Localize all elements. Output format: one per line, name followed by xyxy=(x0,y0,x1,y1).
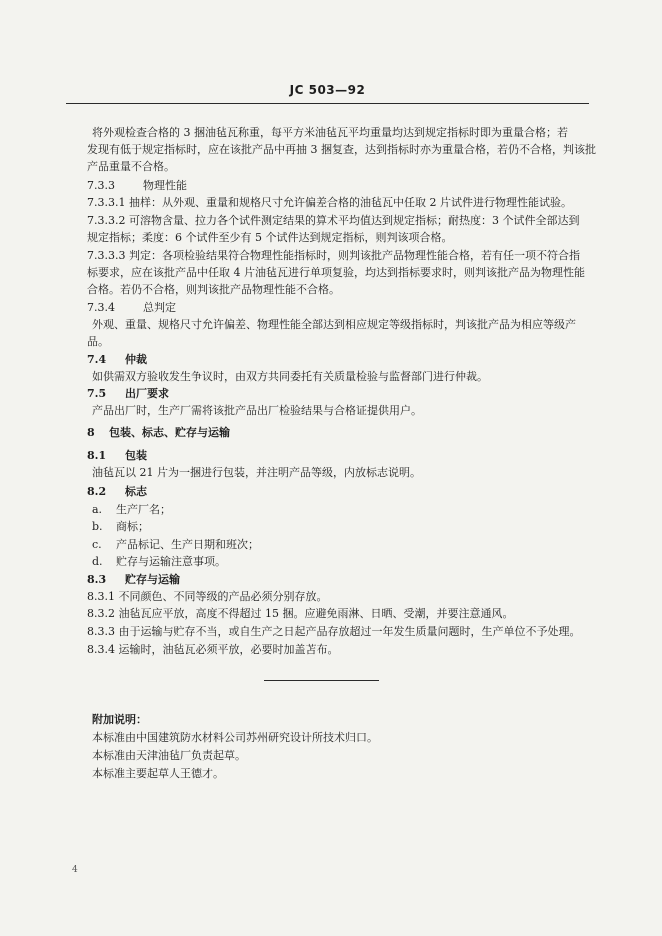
section-number: 8 xyxy=(87,426,95,439)
list-marker: c. xyxy=(92,538,102,551)
header-rule xyxy=(66,103,589,104)
section-heading-7-3-4 xyxy=(87,300,587,315)
section-number: 7.5 xyxy=(87,387,107,400)
list-item xyxy=(92,537,259,552)
section-number: 8.1 xyxy=(87,449,107,462)
paragraph-line: 将外观检查合格的 3 捆油毡瓦称重，每平方米油毡瓦平均重量均达到规定指标时即为重量合格；若 xyxy=(92,126,568,139)
clause-8-3-1: 8.3.1 不同颜色、不同等级的产品必须分别存放。 xyxy=(87,590,328,603)
section-title: 贮存与运输 xyxy=(125,573,180,586)
section-title: 仲裁 xyxy=(125,353,147,366)
note-line: 本标准主要起草人王德才。 xyxy=(92,767,224,780)
section-number: 8.3 xyxy=(87,573,107,586)
end-divider xyxy=(264,680,379,681)
paragraph-line: 品。 xyxy=(87,335,109,348)
section-title: 总判定 xyxy=(143,301,176,314)
section-title: 物理性能 xyxy=(143,179,187,192)
paragraph-line: 标要求，应在该批产品中任取 4 片油毡瓦进行单项复验，均达到指标要求时，则判该批产品为物理性能 xyxy=(87,266,585,279)
page-number: 4 xyxy=(72,865,78,875)
paragraph-line: 产品出厂时，生产厂需将该批产品出厂检验结果与合格证提供用户。 xyxy=(92,404,422,417)
section-number: 7.4 xyxy=(87,353,107,366)
clause-8-3-2: 8.3.2 油毡瓦应平放，高度不得超过 15 捆。应避免雨淋、日晒、受潮，并要注意通风。 xyxy=(87,607,514,620)
list-item xyxy=(92,502,171,517)
clause-7-3-3-1: 7.3.3.1 抽样：从外观、重量和规格尺寸允许偏差合格的油毡瓦中任取 2 片试件进行物理性能试验。 xyxy=(87,196,572,209)
section-heading-8-1 xyxy=(87,448,587,463)
paragraph-line: 产品重量不合格。 xyxy=(87,160,175,173)
clause-8-3-3: 8.3.3 由于运输与贮存不当，或自生产之日起产品存放超过一年发生质量问题时，生产单位不予处理。 xyxy=(87,625,581,638)
standard-code-header: JC 503—92 xyxy=(289,83,366,97)
section-title: 出厂要求 xyxy=(125,387,169,400)
list-item-text: 产品标记、生产日期和班次； xyxy=(116,538,259,551)
section-title: 包装、标志、贮存与运输 xyxy=(109,426,230,439)
section-heading-7-4 xyxy=(87,352,587,367)
paragraph-line: 规定指标；柔度：6 个试件至少有 5 个试件达到规定指标，则判该项合格。 xyxy=(87,231,453,244)
clause-7-3-3-3: 7.3.3.3 判定：各项检验结果符合物理性能指标时，则判该批产品物理性能合格，若有任一项不符合指 xyxy=(87,249,580,262)
section-number: 8.2 xyxy=(87,485,107,498)
note-line: 本标准由中国建筑防水材料公司苏州研究设计所技术归口。 xyxy=(92,731,378,744)
paragraph-line: 发现有低于规定指标时，应在该批产品中再抽 3 捆复查，达到指标时亦为重量合格，若仍不合格，判该批 xyxy=(87,143,596,156)
list-item-text: 贮存与运输注意事项。 xyxy=(116,555,226,568)
section-heading-7-5 xyxy=(87,386,587,401)
paragraph-line: 合格。若仍不合格，则判该批产品物理性能不合格。 xyxy=(87,283,340,296)
section-title: 标志 xyxy=(125,485,147,498)
notes-title: 附加说明： xyxy=(92,713,147,726)
clause-7-3-3-2: 7.3.3.2 可溶物含量、拉力各个试件测定结果的算术平均值达到规定指标；耐热度：3 个试件全部达到 xyxy=(87,214,580,227)
section-heading-8-2 xyxy=(87,484,587,499)
section-heading-7-3-3 xyxy=(87,178,587,193)
section-heading-8 xyxy=(87,425,587,440)
section-number: 7.3.4 xyxy=(87,301,115,314)
list-marker: b. xyxy=(92,520,103,533)
list-item-text: 商标； xyxy=(116,520,149,533)
list-marker: d. xyxy=(92,555,103,568)
paragraph-line: 外观、重量、规格尺寸允许偏差、物理性能全部达到相应规定等级指标时，判该批产品为相应等级产 xyxy=(92,318,576,331)
list-item xyxy=(92,519,149,534)
note-line: 本标准由天津油毡厂负责起草。 xyxy=(92,749,246,762)
paragraph-line: 如供需双方验收发生争议时，由双方共同委托有关质量检验与监督部门进行仲裁。 xyxy=(92,370,488,383)
clause-8-3-4: 8.3.4 运输时，油毡瓦必须平放，必要时加盖苫布。 xyxy=(87,643,339,656)
list-marker: a. xyxy=(92,503,103,516)
paragraph-line: 油毡瓦以 21 片为一捆进行包装，并注明产品等级，内放标志说明。 xyxy=(92,466,421,479)
list-item-text: 生产厂名； xyxy=(116,503,171,516)
list-item xyxy=(92,554,226,569)
section-heading-8-3 xyxy=(87,572,587,587)
section-title: 包装 xyxy=(125,449,147,462)
section-number: 7.3.3 xyxy=(87,179,115,192)
